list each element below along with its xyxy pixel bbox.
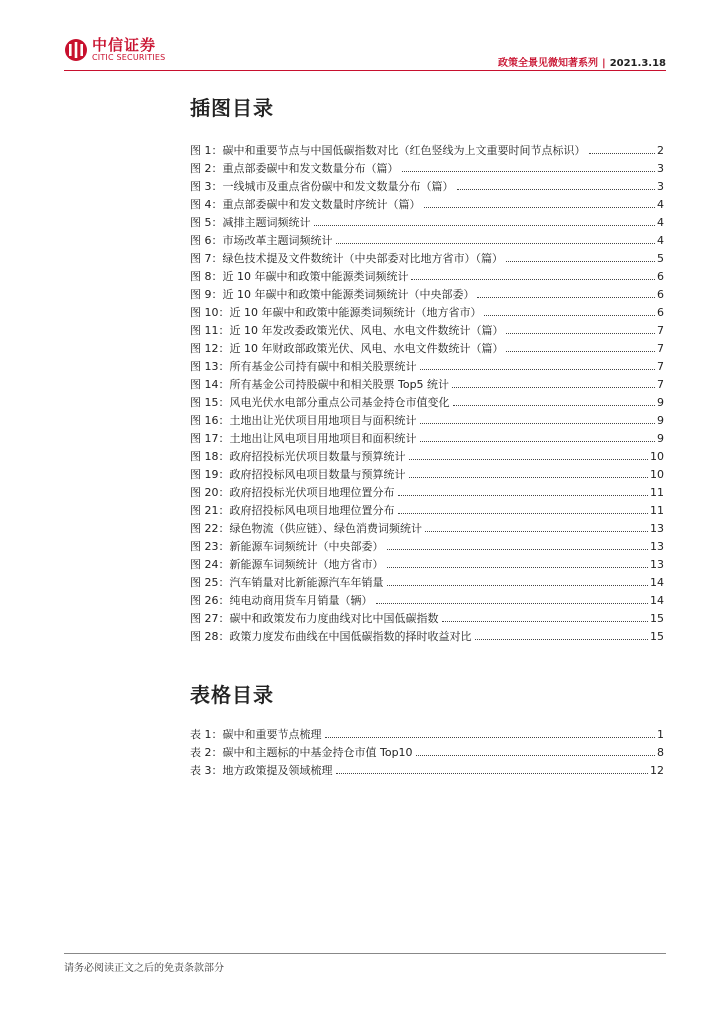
figure-toc-page-number: 9 [657, 414, 664, 427]
dot-leader [387, 567, 649, 568]
figure-toc-page-number: 6 [657, 288, 664, 301]
figure-toc-page-number: 5 [657, 252, 664, 265]
figure-toc-entry[interactable] [190, 592, 664, 610]
figure-toc-label: 图 25：汽车销量对比新能源汽车年销量 [190, 576, 384, 589]
dot-leader [420, 441, 656, 442]
figure-toc-page-number: 11 [650, 486, 664, 499]
figures-toc-list [190, 142, 664, 646]
report-date: 2021.3.18 [609, 58, 666, 69]
figure-toc-label: 图 4：重点部委碳中和发文数量时序统计（篇） [190, 198, 421, 211]
table-toc-page-number: 8 [657, 746, 664, 759]
figure-toc-entry[interactable] [190, 268, 664, 286]
header-divider [64, 70, 666, 71]
dot-leader [589, 153, 656, 154]
figure-toc-entry[interactable] [190, 232, 664, 250]
table-toc-page-number: 12 [650, 764, 664, 777]
dot-leader [336, 243, 656, 244]
dot-leader [506, 333, 655, 334]
figure-toc-page-number: 9 [657, 396, 664, 409]
figure-toc-entry[interactable] [190, 286, 664, 304]
header-separator: | [602, 58, 606, 69]
dot-leader [475, 639, 649, 640]
figures-toc-title: 插图目录 [190, 96, 274, 120]
figure-toc-label: 图 26：纯电动商用货车月销量（辆） [190, 594, 373, 607]
figure-toc-entry[interactable] [190, 628, 664, 646]
figure-toc-label: 图 17：土地出让风电项目用地项目和面积统计 [190, 432, 417, 445]
figure-toc-entry[interactable] [190, 358, 664, 376]
figure-toc-label: 图 1：碳中和重要节点与中国低碳指数对比（红色竖线为上文重要时间节点标识） [190, 144, 586, 157]
dot-leader [506, 261, 655, 262]
figure-toc-entry[interactable] [190, 178, 664, 196]
figure-toc-entry[interactable] [190, 502, 664, 520]
logo-chinese-name: 中信证券 [92, 36, 157, 54]
dot-leader [453, 405, 656, 406]
dot-leader [411, 279, 655, 280]
figure-toc-entry[interactable] [190, 340, 664, 358]
figure-toc-page-number: 13 [650, 540, 664, 553]
figure-toc-label: 图 12：近 10 年财政部政策光伏、风电、水电文件数统计（篇） [190, 342, 504, 355]
figure-toc-label: 图 5：减排主题词频统计 [190, 216, 311, 229]
dot-leader [452, 387, 655, 388]
table-toc-entry[interactable] [190, 744, 664, 762]
figure-toc-page-number: 6 [657, 270, 664, 283]
figure-toc-label: 图 19：政府招投标风电项目数量与预算统计 [190, 468, 406, 481]
table-toc-label: 表 3：地方政策提及领域梳理 [190, 764, 333, 777]
footer-divider [64, 953, 666, 954]
figure-toc-entry[interactable] [190, 142, 664, 160]
figure-toc-label: 图 24：新能源车词频统计（地方省市） [190, 558, 384, 571]
dot-leader [314, 225, 656, 226]
dot-leader [387, 549, 649, 550]
figure-toc-page-number: 7 [657, 360, 664, 373]
dot-leader [409, 459, 649, 460]
dot-leader [409, 477, 649, 478]
figure-toc-label: 图 9：近 10 年碳中和政策中能源类词频统计（中央部委） [190, 288, 475, 301]
figure-toc-page-number: 4 [657, 198, 664, 211]
figure-toc-label: 图 10：近 10 年碳中和政策中能源类词频统计（地方省市） [190, 306, 482, 319]
figure-toc-entry[interactable] [190, 304, 664, 322]
dot-leader [420, 423, 656, 424]
figure-toc-page-number: 7 [657, 342, 664, 355]
figure-toc-page-number: 13 [650, 522, 664, 535]
citic-logo-icon [64, 38, 88, 62]
figure-toc-page-number: 3 [657, 180, 664, 193]
dot-leader [457, 189, 656, 190]
table-toc-page-number: 1 [657, 728, 664, 741]
table-toc-label: 表 1：碳中和重要节点梳理 [190, 728, 322, 741]
figure-toc-page-number: 11 [650, 504, 664, 517]
figure-toc-entry[interactable] [190, 196, 664, 214]
dot-leader [398, 513, 649, 514]
figure-toc-label: 图 22：绿色物流（供应链）、绿色消费词频统计 [190, 522, 422, 535]
dot-leader [420, 369, 656, 370]
tables-toc-list [190, 726, 664, 780]
figure-toc-label: 图 3：一线城市及重点省份碳中和发文数量分布（篇） [190, 180, 454, 193]
figure-toc-entry[interactable] [190, 430, 664, 448]
figure-toc-page-number: 13 [650, 558, 664, 571]
figure-toc-entry[interactable] [190, 160, 664, 178]
figure-toc-page-number: 6 [657, 306, 664, 319]
dot-leader [336, 773, 649, 774]
figure-toc-entry[interactable] [190, 322, 664, 340]
figure-toc-page-number: 14 [650, 594, 664, 607]
figure-toc-page-number: 4 [657, 216, 664, 229]
figure-toc-label: 图 21：政府招投标风电项目地理位置分布 [190, 504, 395, 517]
dot-leader [442, 621, 649, 622]
company-logo [64, 38, 165, 62]
table-toc-label: 表 2：碳中和主题标的中基金持仓市值 Top10 [190, 746, 413, 759]
dot-leader [424, 207, 656, 208]
figure-toc-page-number: 15 [650, 612, 664, 625]
figure-toc-label: 图 14：所有基金公司持股碳中和相关股票 Top5 统计 [190, 378, 450, 391]
header-series-info [498, 54, 666, 69]
figure-toc-entry[interactable] [190, 376, 664, 394]
figure-toc-label: 图 11：近 10 年发改委政策光伏、风电、水电文件数统计（篇） [190, 324, 504, 337]
dot-leader [402, 171, 656, 172]
figure-toc-label: 图 13：所有基金公司持有碳中和相关股票统计 [190, 360, 417, 373]
table-toc-entry[interactable] [190, 726, 664, 744]
figure-toc-label: 图 27：碳中和政策发布力度曲线对比中国低碳指数 [190, 612, 439, 625]
figure-toc-entry[interactable] [190, 412, 664, 430]
dot-leader [325, 737, 656, 738]
figure-toc-entry[interactable] [190, 214, 664, 232]
disclaimer-note: 请务必阅读正文之后的免责条款部分 [64, 963, 224, 974]
figure-toc-label: 图 7：绿色技术提及文件数统计（中央部委对比地方省市）（篇） [190, 252, 503, 265]
figure-toc-page-number: 10 [650, 468, 664, 481]
figure-toc-page-number: 10 [650, 450, 664, 463]
figure-toc-label: 图 6：市场改革主题词频统计 [190, 234, 333, 247]
figure-toc-page-number: 3 [657, 162, 664, 175]
figure-toc-entry[interactable] [190, 394, 664, 412]
dot-leader [387, 585, 649, 586]
figure-toc-entry[interactable] [190, 466, 664, 484]
figure-toc-entry[interactable] [190, 448, 664, 466]
logo-english-name: CITIC SECURITIES [92, 53, 166, 62]
figure-toc-label: 图 16：土地出让光伏项目用地项目与面积统计 [190, 414, 417, 427]
figure-toc-page-number: 14 [650, 576, 664, 589]
figure-toc-label: 图 8：近 10 年碳中和政策中能源类词频统计 [190, 270, 409, 283]
figure-toc-label: 图 28：政策力度发布曲线在中国低碳指数的择时收益对比 [190, 630, 472, 643]
tables-toc-title: 表格目录 [190, 683, 274, 707]
figure-toc-label: 图 18：政府招投标光伏项目数量与预算统计 [190, 450, 406, 463]
dot-leader [398, 495, 649, 496]
figure-toc-page-number: 2 [657, 144, 664, 157]
figure-toc-label: 图 23：新能源车词频统计（中央部委） [190, 540, 384, 553]
figure-toc-entry[interactable] [190, 610, 664, 628]
dot-leader [376, 603, 649, 604]
figure-toc-entry[interactable] [190, 574, 664, 592]
figure-toc-label: 图 20：政府招投标光伏项目地理位置分布 [190, 486, 395, 499]
dot-leader [477, 297, 655, 298]
figure-toc-entry[interactable] [190, 484, 664, 502]
report-series: 政策全景见微知著系列 [498, 58, 599, 69]
figure-toc-label: 图 15：风电光伏水电部分重点公司基金持仓市值变化 [190, 396, 450, 409]
figure-toc-entry[interactable] [190, 520, 664, 538]
dot-leader [425, 531, 648, 532]
table-toc-entry[interactable] [190, 762, 664, 780]
figure-toc-entry[interactable] [190, 250, 664, 268]
figure-toc-page-number: 15 [650, 630, 664, 643]
dot-leader [506, 351, 655, 352]
figure-toc-page-number: 4 [657, 234, 664, 247]
figure-toc-entry[interactable] [190, 538, 664, 556]
figure-toc-page-number: 7 [657, 378, 664, 391]
figure-toc-page-number: 9 [657, 432, 664, 445]
figure-toc-entry[interactable] [190, 556, 664, 574]
figure-toc-label: 图 2：重点部委碳中和发文数量分布（篇） [190, 162, 399, 175]
dot-leader [416, 755, 655, 756]
dot-leader [484, 315, 655, 316]
figure-toc-page-number: 7 [657, 324, 664, 337]
